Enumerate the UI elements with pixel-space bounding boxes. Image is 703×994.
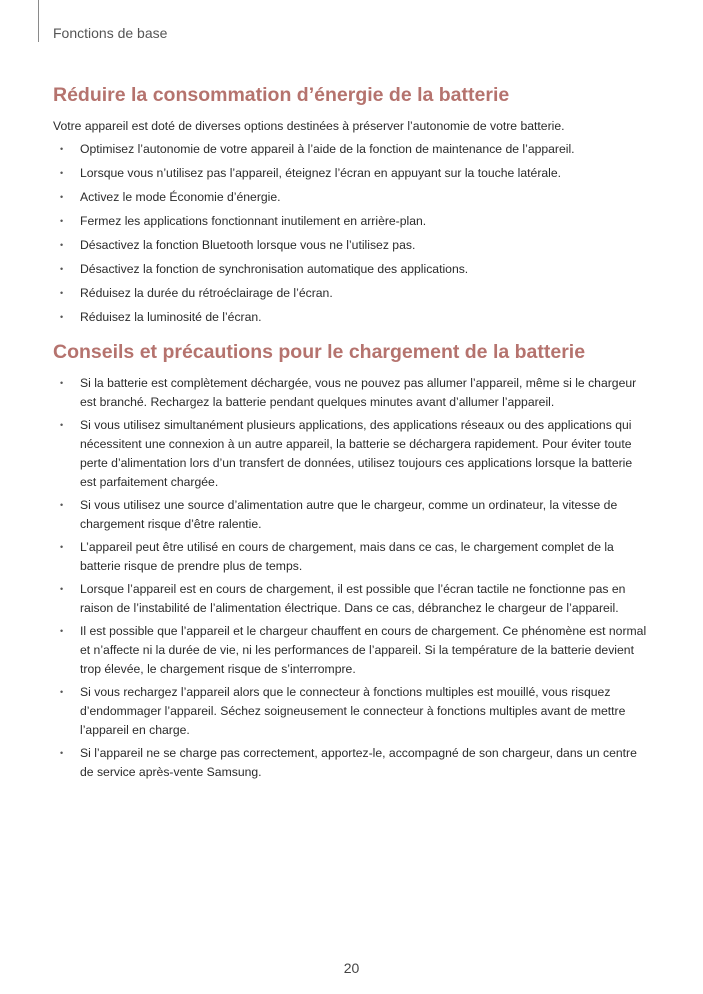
list-item: • Fermez les applications fonctionnant inutilement en arrière-plan. — [53, 212, 648, 231]
list-item: • Désactivez la fonction Bluetooth lorsque vous ne l’utilisez pas. — [53, 236, 648, 255]
page-content — [53, 82, 648, 786]
section-title-charging-tips: Conseils et précautions pour le chargement de la batterie — [53, 341, 586, 363]
page-number: 20 — [343, 960, 360, 976]
margin-rule — [38, 0, 39, 42]
list-item: • Si la batterie est complètement déchargée, vous ne pouvez pas allumer l’appareil, même si le chargeur est branché. Rechargez la batterie pendant quelques minutes avant d’allumer l’appareil. — [53, 374, 648, 412]
list-item: • Réduisez la durée du rétroéclairage de l’écran. — [53, 284, 648, 303]
battery-saving-list — [53, 140, 648, 327]
list-item: • Si vous utilisez simultanément plusieurs applications, des applications réseaux ou des applications qui nécessitent une connexion à un autre appareil, la batterie se déchargera rapidement. Pour éviter toute perte d’alimentation lors d’un transfert de données, utilisez toujours ces applications lorsque la batterie est parfaitement chargée. — [53, 416, 648, 492]
list-item: • Lorsque vous n’utilisez pas l’appareil, éteignez l’écran en appuyant sur la touche latérale. — [53, 164, 648, 183]
running-header: Fonctions de base — [53, 25, 168, 41]
list-item: • Si vous utilisez une source d’alimentation autre que le chargeur, comme un ordinateur, la vitesse de chargement risque d’être ralentie. — [53, 496, 648, 534]
list-item: • Si l’appareil ne se charge pas correctement, apportez-le, accompagné de son chargeur, dans un centre de service après-vente Samsung. — [53, 744, 648, 782]
list-item: • Réduisez la luminosité de l’écran. — [53, 308, 648, 327]
list-item: • Optimisez l’autonomie de votre appareil à l’aide de la fonction de maintenance de l’appareil. — [53, 140, 648, 159]
list-item: • Lorsque l’appareil est en cours de chargement, il est possible que l’écran tactile ne fonctionne pas en raison de l’instabilité de l’alimentation électrique. Dans ce cas, débranchez le chargeur de l’appareil. — [53, 580, 648, 618]
list-item: • L’appareil peut être utilisé en cours de chargement, mais dans ce cas, le chargement complet de la batterie risque de prendre plus de temps. — [53, 538, 648, 576]
list-item: • Il est possible que l’appareil et le chargeur chauffent en cours de chargement. Ce phénomène est normal et n’affecte ni la durée de vie, ni les performances de l’appareil. Si la température de la batterie devient trop élevée, le chargement risque de s’interrompre. — [53, 622, 648, 679]
charging-tips-list — [53, 374, 648, 782]
charging-tips-section — [53, 339, 648, 782]
list-item: • Activez le mode Économie d’énergie. — [53, 188, 648, 207]
battery-saving-section — [53, 82, 648, 327]
section-intro: Votre appareil est doté de diverses options destinées à préserver l’autonomie de votre batterie. — [53, 119, 565, 133]
list-item: • Désactivez la fonction de synchronisation automatique des applications. — [53, 260, 648, 279]
list-item: • Si vous rechargez l’appareil alors que le connecteur à fonctions multiples est mouillé, vous risquez d’endommager l’appareil. Séchez soigneusement le connecteur à fonctions multiples avant de mettre l’appareil en charge. — [53, 683, 648, 740]
section-title-battery-saving: Réduire la consommation d’énergie de la batterie — [53, 84, 510, 106]
